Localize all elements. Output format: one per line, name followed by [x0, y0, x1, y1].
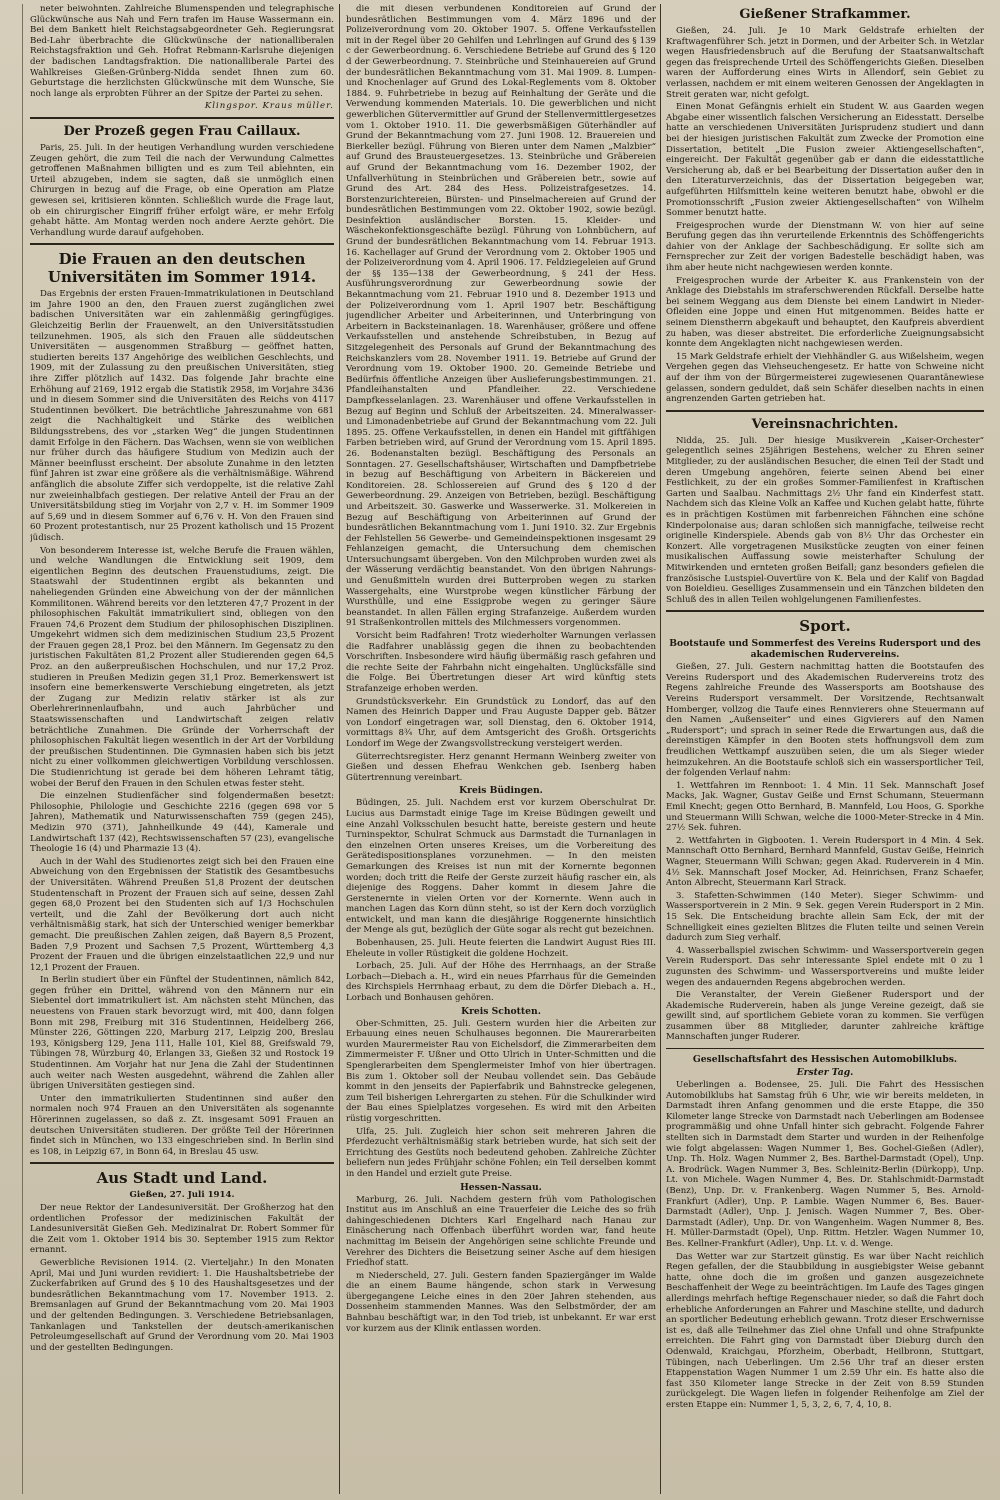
article-text: Marburg, 26. Juli. Nachdem gestern früh vom Pathologischen Institut aus im Anschluß an eine Trauerfeier die Leiche des so früh dahingeschiedenen Dichters Karl Engelhard nach Hanau zur Einäscherung nach Offenbach überführt worden war, fand heute nachmittag im Beisein der Angehörigen seine schlichte Freunde und Verehrer des Dichters die Beisetzung seiner Asche auf dem hiesigen Friedhof statt.: [346, 1194, 656, 1269]
headline: Gießener Strafkammer.: [739, 7, 911, 22]
article-text: Auch in der Wahl des Studienortes zeigt sich bei den Frauen eine Abweichung von den Ergebnissen der Statistik des Gesamtbesuchs der Universitäten. Während Preußen 51,8 Prozent der deutschen Studentenschaft in Prozent der Frauen sich auf seine, dessen Zahl gegen 68,0 Prozent bei den Studenten sich auf 1/3 Hochschulen verteilt, und die Zahl der Bevölkerung dort auch nicht verhältnismäßig stark, hat sich der Unterschied weniger bemerkbar gemacht. Die preußischen Zahlen zeigen, daß Bayern 8,5 Prozent, Baden 7,9 Prozent und Sachsen 7,5 Prozent, Württemberg 4,3 Prozent der Frauen und die übrigen einzelstaatlichen 22,9 und nur 12,1 Prozent der Frauen.: [30, 856, 334, 973]
signature: Klingspor. Kraus müller.: [204, 101, 334, 112]
headline: Die Frauen an den deutschen Universitäten im Sommer 1914.: [47, 250, 317, 287]
article-text: Nidda, 25. Juli. Der hiesige Musikverein „Kaiser-Orchester“ gelegentlich seines 25jährigen Bestehens, welcher zu Ehren seiner Mitglieder, zu der ausländischen Besucher, die einen Teil der Stadt und deren Umgebung angehören, feierte seinen Abend bei einer Festlichkeit, zu der ein großes Sommer-Familienfest in Kraftischen Garten und Saalbau. Nachmittags 2½ Uhr fand ein Kinderfest statt. Nachdem sich das Kleine Volk an Kaffee und Kuchen gelabt hatte, führte es in prächtigen Kostümen mit farbenreichen Fähnchen eine schöne Kinderpolonaise aus; daran schloßen sich mannigfache, teilweise recht originelle Kinderspiele. Abends gab von 8½ Uhr das Orchester ein Konzert. Alle vorgetragenen Musikstücke zeugten von einer feinen musikalischen Auffassung sowie meisterhafter Schulung der Mitwirkenden und ernteten großen Beifall; ganz besonders gefielen die französische Lustspiel-Ouvertüre von K. Bela und der Kalif von Bagdad von Boieldieu. Geselliges Zusammensein und ein Tänzchen bildeten den Schluß des in allen Teilen wohlgelungenen Familienfestes.: [666, 435, 984, 605]
divider: [666, 410, 984, 412]
article-text: Bobenhausen, 25. Juli. Heute feierten die Landwirt August Ries III. Eheleute in voller Rüstigkeit die goldene Hochzeit.: [346, 938, 656, 959]
article-text: Ulfa, 25. Juli. Zugleich hier schon seit mehreren Jahren die Pferdezucht verhältnismäßig stark betrieben wurde, hat sich seit der Errichtung des Gestüts noch bedeutend gehoben. Zahlreiche Züchter beliefern nun jedes Frühjahr schöne Fohlen; ein Teil derselben kommt in den Handel und erzielt gute Preise.: [346, 1126, 656, 1179]
subheading: Erster Tag.: [796, 1067, 854, 1079]
article-text: 1. Wettfahren im Rennboot: 1. 4 Min. 11 Sek. Mannschaft Josef Macks, Jak. Wagner, Gustav Geiße und Ernst Schumann, Steuermann Emil Knecht; gegen Otto Bernhard, B. Mannfeld, Lou Hoos, G. Sporkhe und Steuermann Willi Schwan, welche die 1000-Meter-Strecke in 4 Min. 27½ Sek. fuhren.: [666, 780, 984, 834]
article-text: Freigesprochen wurde der Arbeiter K. aus Frankenstein von der Anklage des Diebstahls im straferschwerenden Rückfall. Derselbe hatte bei seinem Weggang aus dem Dienste bei einem Landwirt in Nieder-Ofleiden eine Joppe und einen Hut mitgenommen. Beides hatte er seinem Dienstherrn abgekauft und behauptet, den Kaufpreis abverdient zu haben, was dieser abstreitet. Die erforderliche Zueignungsabsicht konnte dem Angeklagten nicht nachgewiesen werden.: [666, 275, 984, 350]
column-3: [666, 4, 984, 1494]
headline: Vereinsnachrichten.: [751, 416, 899, 432]
column-1: [30, 4, 334, 1494]
section-headline: Aus Stadt und Land.: [96, 1169, 268, 1188]
subheading: Hessen-Nassau.: [460, 1181, 542, 1193]
article-text: m Niederscheld, 27. Juli. Gestern fanden Spaziergänger im Walde die an einem Baume hängende, schon stark in Verwesung übergegangene Leiche eines in den 20er Jahren stehenden, aus Dossenheim stammenden Mannes. Was den Selbstmörder, der am Bahnbau beschäftigt war, in den Tod trieb, ist unbekannt. Er war erst vor kurzem aus der Klinik entlassen worden.: [346, 1270, 656, 1334]
article-text: Unter den immatrikulierten Studentinnen sind außer den normalen noch 974 Frauen an den Universitäten als sogenannte Hörerinnen zugelassen, so daß z. Zt. insgesamt 5091 Frauen an deutschen Universitäten studieren. Der größte Teil der Hörerinnen findet sich in München, wo 133 eingeschrieben sind. In Berlin sind es 108, in Leipzig 67, in Bonn 64, in Breslau 45 usw.: [30, 1093, 334, 1157]
article-text: Gießen, 24. Juli. Je 10 Mark Geldstrafe erhielten der Kraftwagenführer Sch. jetzt in Dormen, und der Arbeiter Sch. in Wetzlar wegen Hausfriedensbruch auf die Berufung der Staatsanwaltschaft gegen das freisprechende Urteil des Schöffengerichts Gießen. Dieselben waren der Aufforderung eines Wirts in Allendorf, sein Gebiet zu verlassen, nachdem er mit einem weiteren Genossen der Angeklagten in Streit geraten war, nicht gefolgt.: [666, 26, 984, 100]
article-text: Die einzelnen Studienfächer sind folgendermaßen besetzt: Philosophie, Philologie und Geschichte 2216 (gegen 698 vor 5 Jahren), Mathematik und Naturwissenschaften 759 (gegen 245), Medizin 970 (371), Jahnheilkunde 49 (44), Kamerale und Landwirtschaft 137 (42), Rechtswissenschaften 57 (23), evangelische Theologie 16 (4) und Pharmazie 13 (4).: [30, 791, 334, 855]
subheading: Gesellschaftsfahrt des Hessischen Automobilklubs.: [692, 1054, 958, 1066]
article-text: Büdingen, 25. Juli. Nachdem erst vor kurzem Oberschulrat Dr. Lucius aus Darmstadt einige Tage im Kreise Büdingen geweilt und eine Anzahl Volksschulen besucht hatte, bereiste gestern und heute Turninspektor, Schulrat Schmuck aus Darmstadt die Turnanlagen in den einzelnen Orten unseres Kreises, um die Vorbereitung des Gerätedispositionsplanes vorzunehmen. — In den meisten Gemarkungen des Kreises ist nun mit der Kornernte begonnen worden; doch tritt die Reife der Gerste zurzeit häufig rascher ein, als diejenige des Roggens. Daher kommt in diesem Jahre die Gerstenernte in vielen Orten vor der Kornernte. Wenn auch in manchen Lagen das Korn dünn steht, so ist der Kern doch vorzüglich entwickelt, und man kann die diesjährige Roggenernte hinsichtlich der Menge als gut, bezüglich der Güte sogar als recht gut bezeichnen.: [346, 798, 656, 936]
divider: [30, 1162, 334, 1164]
article-text: Gewerbliche Revisionen 1914. (2. Vierteljahr.) In den Monaten April, Mai und Juni wurden revidiert: 1. Die Haushaltsbetriebe der Zuckerfabriken auf Grund des § 10 des Haushaltsgesetzes und der bundesrätlichen Bekanntmachung vom 17. November 1913. 2. Bremsanlagen auf Grund der Bekanntmachung vom 20. Mai 1903 und der geltenden Bedingungen. 3. Verschiedene Betriebsanlagen, Tankanlagen und Tankstellen der deutsch-amerikanischen Petroleumgesellschaft auf Grund der Verordnung vom 20. Mai 1903 und der gestellten Bedingungen.: [30, 1257, 334, 1353]
article-text: Freigesprochen wurde der Dienstmann W. von hier auf seine Berufung gegen das ihn verurteilende Erkenntnis des Schöffengerichts dahier von der Anklage der Sachbeschädigung. Er sollte sich am Fernsprecher zur Zeit der vorigen Badestelle beschädigt haben, was ihm aber heute nicht nachgewiesen werden konnte.: [666, 220, 984, 274]
subheading: Bootstaufe und Sommerfest des Vereins Rudersport und des akademischen Rudervereins.: [669, 638, 981, 661]
article-text: die mit diesen verbundenen Konditoreien auf Grund der bundesrätlichen Bestimmungen vom 4. März 1896 und der Polizeiverordnung vom 20. Oktober 1907. 5. Offene Verkaufsstellen mit in der Regel über 20 Gehilfen und Lehrlingen auf Grund des § 139 c der Gewerbeordnung. 6. Verschiedene Betriebe auf Grund des § 120 d der Gewerbeordnung. 7. Steinbrüche und Steinhauereien auf Grund der bundesrätlichen Bekanntmachung vom 31. Mai 1909. 8. Lumpen- und Knochenlager auf Grund des Lokal-Reglements vom 8. Oktober 1884. 9. Fuhrbetriebe in bezug auf Reinhaltung der Geräte und die Verwendung kommenden Materials. 10. Die gewerblichen und nicht gewerblichen Gütervermittler auf Grund der Stellenvermittlergesetzes vom 1. Oktober 1910. 11. Die gewerbsmäßigen Güterhändler auf Grund der Bekanntmachung vom 27. Juni 1908. 12. Brauereien und Bierkeller bezügl. Führung von Bieren unter dem Namen „Malzbier“ auf Grund des Brausteuergesetzes. 13. Steinbrüche und Gräbereien auf Grund der Bekanntmachung vom 16. Dezember 1902, der Unfallverhütung in Steinbrüchen und Gräbereien betr., sowie auf Grund des Art. 284 des Hess. Polizeistrafgesetzes. 14. Borstenzurichtereien, Bürsten- und Pinselmachereien auf Grund der bundesrätlichen Bestimmungen vom 22. Oktober 1902, sowie bezügl. Desinfektion ausländischer Borsten. 15. Kleider- und Wäschekonfektionsgeschäfte bezügl. Führung von Lohnbüchern, auf Grund der bundesrätlichen Bekanntmachung vom 14. Februar 1913. 16. Kachellager auf Grund der Verordnung vom 2. Oktober 1905 und der Polizeiverordnung vom 4. April 1906. 17. Feldziegeleien auf Grund der §§ 135—138 der Gewerbeordnung, § 241 der Hess. Ausführungsverordnung zur Gewerbeordnung sowie der Bekanntmachung vom 21. Februar 1910 und 8. Dezember 1913 und der Polizeiverordnung vom 1. April 1907 betr. Beschäftigung jugendlicher Arbeiter und Arbeiterinnen, und Unterbringung von Arbeitern in Backsteinanlagen. 18. Warenhäuser, größere und offene Verkaufsstellen und anstehende Schreibstuben, in Bezug auf Sitzgelegenheit des Personals auf Grund der Bekanntmachung des Reichskanzlers vom 28. November 1911. 19. Betriebe auf Grund der Verordnung vom 19. Oktober 1900. 20. Gemeinde Betriebe und Bedürfnis öffentliche Anzeigen über Auslieferungsbestimmungen. 21. Pfandleihanstalten und Pfandleiher. 22. Verschiedene Dampfkesselanlagen. 23. Warenhäuser und offene Verkaufsstellen in Bezug auf Beginn und Schluß der Arbeitszeiten. 24. Mineralwasser- und Limonadenbetriebe auf Grund der Bekanntmachung vom 22. Juli 1895. 25. Offene Verkaufsstellen, in denen ein Handel mit giftfähigen Farben betrieben wird, auf Grund der Verordnung vom 15. April 1895. 26. Bodenanstalten bezügl. Beschäftigung des Personals an Sonntagen. 27. Gesellschaftshäuser, Wirtschaften und Dampfbetriebe in bezug auf Beschäftigung von Arbeitern in Bäckereien und Konditoreien. 28. Schlossereien auf Grund des § 120 d der Gewerbeordnung. 29. Anzeigen von Betrieben, bezügl. Beschäftigung und Arbeitszeit. 30. Gaswerke und Wasserwerke. 31. Molkereien in Bezug auf Beschäftigung von Arbeiterinnen auf Grund der bundesrätlichen Bekanntmachung vom 1. Juni 1910. 32. Zur Ergebnis der Fehlstellen 56 Gewerbe- und Gemeindeinspektionen insgesamt 29 Fehlanzeigen gemacht, die Untersuchung dem chemischen Untersuchungsamt übergeben. Von den Milchproben wurden zwei als der Wässerung verdächtig beanstandet. Von den übrigen Nahrungs- und Genußmitteln wurden drei Butterproben wegen zu starken Wassergehalts, eine Wurstprobe wegen künstlicher Färbung der Wursthülle, und eine Essigprobe wegen zu geringer Säure beanstandet. In allen Fällen erging Strafanzeige. Außerdem wurden 91 Straßenkontrollen mittels des Milchmessers vorgenommen.: [346, 4, 656, 629]
article-text: Paris, 25. Juli. In der heutigen Verhandlung wurden verschiedene Zeugen gehört, die zum Teil die nach der Verwundung Calmettes getroffenen Maßnahmen billigten und es zum Teil ablehnten, ein Urteil abzugeben, indem sie sagten, daß sie unmöglich einen Chirurgen in bezug auf die Frage, ob eine Operation am Platze gewesen sei, kritisieren könnten. Schließlich wurde die Frage laut, ob ein chirurgischer Eingriff früher erfolgt wäre, er mehr Erfolg gehabt hätte. Am Montag werden noch andere Aerzte gehört. Die Verhandlung wurde darauf aufgehoben.: [30, 142, 334, 238]
divider: [30, 117, 334, 119]
column-2: [346, 4, 656, 1494]
article-text: Vorsicht beim Radfahren! Trotz wiederholter Warnungen verlassen die Radfahrer unablässig gegen die ihnen zu beobachtenden Vorschriften. Insbesondere wird häufig übermäßig rasch gefahren und die rechte Seite der Fahrbahn nicht eingehalten. Unglücksfälle sind die Folge. Bei Übertretungen dieser Art wird künftig stets Strafanzeige erhoben werden.: [346, 631, 656, 694]
article-text: 3. Stafetten-Schwimmen (140 Meter). Sieger Schwimm- und Wassersportverein in 2 Min. 9 Sek. gegen Verein Rudersport in 2 Min. 15 Sek. Die Entscheidung brachte allein Sam Eck, der mit der Schnelligkeit eines gezielten Blitzes die Fluten teilte und seinen Verein dadurch zum Sieg verhalf.: [666, 890, 984, 944]
article-text: 2. Wettfahrten in Gigbooten. 1. Verein Rudersport in 4 Min. 4 Sek. Mannschaft Otto Bernhard, Bernhard Mannfeld, Gustav Geiße, Heinrich Wagner, Steuermann Willi Schwan; gegen Akad. Ruderverein in 4 Min. 4½ Sek. Mannschaft Josef Mocker, Ad. Heinrichsen, Franz Schaefer, Anton Albrecht, Steuermann Karl Strack.: [666, 835, 984, 889]
divider: [666, 1048, 984, 1049]
divider: [666, 610, 984, 612]
divider: [30, 243, 334, 245]
column-rule-1: [339, 4, 340, 1494]
article-text: Ober-Schmitten, 25. Juli. Gestern wurden hier die Arbeiten zur Erbauung eines neuen Schulhauses begonnen. Die Maurerarbeiten wurden Maurermeister Rau von Eichelsdorf, die Zimmerarbeiten dem Zimmermeister F. Ußner und Otto Ulrich in Unter-Schmitten und die Spenglerarbeiten dem Spenglermeister Imhof von hier übertragen. Bis zum 1. Oktober soll der Neubau vollendet sein. Das Gebäude kommt in den jenseits der Papierfabrik und Bahnstrecke gelegenen, zum Teil bisherigen Lehrergarten zu stehen. Für die Schulkinder wird der Bau eines Spielplatzes vorgesehen. Es wird mit den Arbeiten rüstig vorgeschritten.: [346, 1018, 656, 1124]
article-text: Lorbach, 25. Juli. Auf der Höhe des Herrnhaags, an der Straße Lorbach—Diebach a. H., wird ein neues Pfarrhaus für die Gemeinden des Kirchspiels Herrnhaag erbaut, zu dem die Dörfer Diebach a. H., Lorbach und Bonhausen gehören.: [346, 961, 656, 1004]
article-text: Von besonderem Interesse ist, welche Berufe die Frauen wählen, und welche Wandlungen die Entwicklung seit 1909, dem eigentlichen Beginn des deutschen Frauenstudiums, zeigt. Die Staatswahl der Studentinnen ergibt als bekannten und naheliegenden Gründen eine Abweichung von der der männlichen Kommilitonen. Während bereits vor den letzteren 47,7 Prozent in der philosophischen Fakultät immatrikuliert sind, obliegen von den Frauen 74,6 Prozent dem Studium der philosophischen Disziplinen. Umgekehrt widmen sich dem medizinischen Studium 23,5 Prozent der Frauen gegen 28,1 Proz. bei den Männern. Im Gegensatz zu den juristischen Fakultäten 81,2 Prozent aller Studierenden gegen 64,5 Proz. an den außerpreußischen Hochschulen, und nur 17,2 Proz. studieren in Preußen Medizin gegen 31,1 Proz. Bemerkenswert ist insofern eine bemerkenswerte Verschiebung eingetreten, als jetzt der Zugang zur Medizin relativ stärker ist als zur Oberlehrerinnenlaufbahn, und auch Jahrbücher und Staatswissenschaften und Landwirtschaft zeigen relativ beträchtliche Zunahmen. Die Gründe der Vorherrschaft der philosophischen Fakultät liegen wesentlich in der Art der Vorbildung der preußischen Studentinnen. Die Gymnasien haben sich bis jetzt nicht zu einer vollkommen gleichwertigen Vorbildung verschlossen. Die Studienrichtung ist gerade bei dem höheren Lehramt tätig, wobei der Beruf den Frauen in den Schulen etwas fester steht.: [30, 545, 334, 789]
article-text: Grundstücksverkehr. Ein Grundstück zu Londorf, das auf den Namen des Heinrich Dapper und Frau Auguste Dapper geb. Bätzer von Londorf eingetragen war, soll Dienstag, den 6. Oktober 1914, vormittags 8¾ Uhr, auf dem Amtsgericht des Großh. Ortsgerichts Londorf im Wege der Zwangsvollstreckung versteigert werden.: [346, 696, 656, 749]
headline: Der Prozeß gegen Frau Caillaux.: [63, 123, 301, 139]
article-text: 15 Mark Geldstrafe erhielt der Viehhändler G. aus Wißelsheim, wegen Vergehen gegen das Viehseuchengesetz. Er hatte von Schweine nicht auf der ihm von der Bürgermeisterei zugewiesenen Quarantänewiese gelassen, sondern geduldet, daß sein Schäfer dieselben nachts in einen angrenzenden Garten getrieben hat.: [666, 351, 984, 405]
article-text: Die Veranstalter, der Verein Gießener Rudersport und der Akademische Ruderverein, haben als junge Vereine gezeigt, daß sie gewillt sind, auf sportlichem Gebiete voran zu kommen. Sie verfügen zusammen über 88 Mitglieder, darunter zahlreiche kräftige Mannschaften junger Ruderer.: [666, 990, 984, 1043]
article-text: Das Wetter war zur Startzeit günstig. Es war über Nacht reichlich Regen gefallen, der die Staubbildung in ausgiebigster Weise gebannt hatte, ohne doch die im großen und ganzen ausgezeichnete Beschaffenheit der Wege zu beeinträchtigen. Im Laufe des Tages gingen allerdings mehrfach heftige Regenschauer nieder, so daß die Fahrt doch erhebliche Anforderungen an Fahrer und Maschine stellte, und dadurch an sportlicher Bedeutung erheblich gewann. Trotz dieser Erschwernisse ist es, daß alle Teilnehmer das Ziel ohne Unfall und ohne Strafpunkte erreichten. Die Fahrt ging von Darmstadt über Dieburg durch den Odenwald, Kraichgau, Pforzheim, Oberbadt, Heilbronn, Stuttgart, Tübingen, nach Ueberlingen. Um 2.56 Uhr traf an dieser ersten Etappenstation Wagen Nummer 1 um 2.59 Uhr ein. Es hatte also die fast 350 Kilometer lange Strecke in der Zeit von 8.59 Stunden zurückgelegt. Die Wagen liefen in folgender Reihenfolge am Ziel der ersten Etappe ein: Nummer 1, 5, 3, 2, 6, 7, 4, 10, 8.: [666, 1251, 984, 1410]
dateline: Gießen, 27. Juli 1914.: [129, 1190, 235, 1201]
article-text: Einen Monat Gefängnis erhielt ein Student W. aus Gaarden wegen Abgabe einer wissentlich falschen Versicherung an Eidesstatt. Derselbe hatte an verschiedenen Universitäten Jurisprudenz studiert und dann bei der hiesigen juristischen Fakultät zum Zwecke der Promotion eine Dissertation, betitelt „Die Fusion zweier Aktiengesellschaften“, eingereicht. Der Fakultät gegenüber gab er dann die eidesstattliche Versicherung ab, daß er bei Bearbeitung der Dissertation außer den in den Literaturverzeichnis, das der Dissertation beigegeben war, aufgeführten Hilfsmitteln keine weiteren benutzt habe, obwohl er die Promotionsschrift „Fusion zweier Aktiengesellschaften“ von Wilhelm Sommer benutzt hatte.: [666, 102, 984, 219]
subheading: Kreis Büdingen.: [459, 785, 543, 797]
article-text: In Berlin studiert über ein Fünftel der Studentinnen, nämlich 842, gegen früher ein Drittel, während von den Männern nur ein Siebentel dort immatrikuliert ist. Am nächsten steht München, das neuestens von Frauen stark bevorzugt wird, mit 400, dann folgen Bonn mit 298, Freiburg mit 316 Studentinnen, Heidelberg 266, Münster 226, Göttingen 220, Marburg 217, Leipzig 200, Breslau 193, Königsberg 129, Jena 111, Halle 101, Kiel 88, Greifswald 79, Tübingen 78, Würzburg 40, Erlangen 33, Gießen 32 und Rostock 19 Studentinnen. Am Vorjahr hat nur Jena die Zahl der Studentinnen auch weiter nach Westen ausgedehnt, während die Zahlen aller übrigen Universitäten gestiegen sind.: [30, 975, 334, 1092]
article-text: Güterrechtsregister. Herz genannt Hermann Weinberg zweiter von Gießen und dessen Ehefrau Wenkchen geb. Isenberg haben Gütertrennung vereinbart.: [346, 751, 656, 783]
article-text: Der neue Rektor der Landesuniversität. Der Großherzog hat den ordentlichen Professor der medizinischen Fakultät der Landesuniversität Gießen Geh. Medizinalrat Dr. Robert Sommer für die Zeit vom 1. Oktober 1914 bis 30. September 1915 zum Rektor ernannt.: [30, 1202, 334, 1256]
left-margin-rule: [22, 4, 23, 1494]
article-text: Gießen, 27. Juli. Gestern nachmittag hatten die Bootstaufen des Vereins Rudersport und des Akademischen Rudervereins trotz des Regens zahlreiche Freunde des Wassersports am Bootshause des Vereins Rudersport versammelt. Der Vorsitzende, Rechtsanwalt Homberger, vollzog die Taufe eines Rennvierers ohne Steuermann auf den Namen „Außenseiter“ und eines Gigvierers auf den Namen „Rudersport“; und sprach in seiner Rede die Erwartungen aus, daß die dereinstigen Kämpfer in den Booten stets hoffnungsvoll dem zum freudlichen Wettkampf auszuüben seien, die um als Sieger wieder heimzukehren. An die Bootstaufe schloß sich ein wassersportlicher Teil, der folgenden Verlauf nahm:: [666, 662, 984, 779]
article-text: Ueberlingen a. Bodensee, 25. Juli. Die Fahrt des Hessischen Automobilklubs hat Samstag früh 6 Uhr, wie wir bereits meldeten, in Darmstadt ihren Anfang genommen und die erste Etappe, die 350 Kilometer lange Strecke von Darmstadt nach Ueberlingen am Bodensee programmäßig und ohne Unfall hinter sich gebracht. Folgende Fahrer stellten sich in Darmstadt dem Starter und wurden in der Reihenfolge wie folgt abgelassen: Wagen Nummer 1, Bes. Gochel-Gießen (Adler), Unp. Th. Holz. Wagen Nummer 2, Bes. Barthel-Darmstadt (Opel), Unp. A. Brodrück. Wagen Nummer 3, Bes. Schleinitz-Berlin (Dürkopp), Unp. Lt. von Michele. Wagen Nummer 4, Bes. Dr. Stahlschmidt-Darmstadt (Benz), Unp. Dr. v. Frankenberg. Wagen Nummer 5, Bes. Arnold-Frankfurt (Adler), Unp. P. Lambie. Wagen Nummer 6, Bes. Bauer-Darmstadt (Adler), Unp. J. Jenisch. Wagen Nummer 7, Bes. Ober-Darmstadt (Adler), Unp. Dr. von Wangenheim. Wagen Nummer 8, Bes. H. Müller-Darmstadt (Opel), Unp. Rittm. Hetzler. Wagen Nummer 10, Bes. Kellner-Frankfurt (Adler), Unp. Lt. v. d. Wenge.: [666, 1080, 984, 1249]
subheading: Kreis Schotten.: [461, 1005, 541, 1017]
article-text: neter beiwohnten. Zahlreiche Blumenspenden und telegraphische Glückwünsche aus Nah und Fern trafen im Hause Wassermann ein. Bei dem Bankett hielt Reichstagsabgeordneter Geh. Regierungsrat Bed-Lahr überbrachte die Glückwünsche der nationalliberalen Reichstagsfraktion und Geh. Hofrat Rebmann-Karlsruhe diejenigen der badischen Landtagsfraktion. Die nationalliberale Partei des Wahlkreises Gießen-Grünberg-Nidda sendet Ihnen zum 60. Geburtstage die herzlichsten Glückwünsche mit dem Wunsche, Sie noch lange als erprobten Führer an der Spitze der Partei zu sehen.: [30, 4, 334, 99]
column-rule-2: [660, 4, 661, 1494]
article-text: 4. Wasserballspiel zwischen Schwimm- und Wassersportverein gegen Verein Rudersport. Das sehr interessante Spiel endete mit 0 zu 1 zugunsten des Schwimm- und Wassersportvereins und mußte leider wegen des andauernden Regens abgebrochen werden.: [666, 945, 984, 988]
section-headline: Sport.: [799, 617, 851, 636]
article-text: Das Ergebnis der ersten Frauen-Immatrikulationen in Deutschland im Jahre 1900 an den, den Frauen zuerst zugänglichen zwei badischen Universitäten war ein zahlenmäßig geringfügiges. Gleichzeitig Berlin der Frauenwelt, an den Universitätsstudien teilzunehmen. 1905, als sich den Frauen alle süddeutschen Universitäten — ausgenommen Straßburg — geöffnet hatten, studierten bereits 137 Angehörige des weiblichen Geschlechts, und 1909, mit der Zulassung zu den preußischen Universitäten, stieg ihre Ziffer plötzlich auf 1432. Das folgende Jahr brachte eine Erhöhung auf 2169, 1912 ergab die Statistik 2958, im Vorjahre 3436 und in diesem Sommer sind die Universitäten des Reichs von 4117 Studentinnen bevölkert. Die beträchtliche Jahreszunahme von 681 zeigt die Nachhaltigkeit und Stärke des weiblichen Bildungsstrebens, des vor „starken Weg“ die jungen Studentinnen damit Erfolge in den Fächern. Das Wachsen, wenn sie von weiblichen nur früher durch das häufigere Studium von Medizin auch der Männer beeinflusst erscheint. Der absolute Zunahme in den letzten fünf Jahren ist zwar eine größere als die verhältnismäßige. Während anfänglich die absolute Ziffer sich verdoppelte, ist die relative Zahl nur zweieinhalbfach gestiegen. Der relative Anteil der Frau an der Universitätsbildung stieg im Vorjahr von 2,7 v. H. im Sommer 1909 auf 5,69 und in diesem Sommer auf 6,76 v. H. Von den Frauen sind 60 Prozent protestantisch, nur 25 Prozent katholisch und 15 Prozent jüdisch.: [30, 289, 334, 543]
